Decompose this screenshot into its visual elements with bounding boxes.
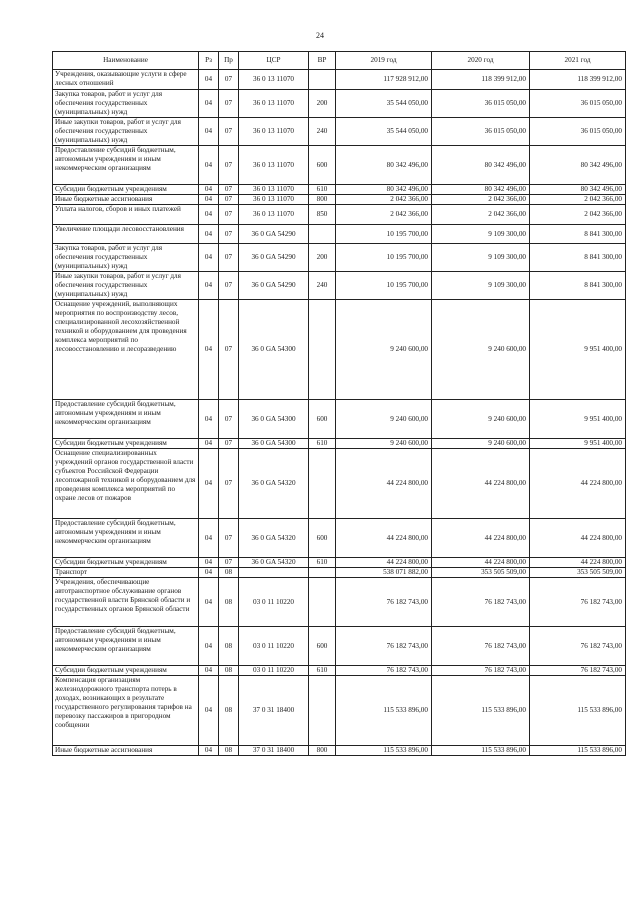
cell-2021: 36 015 050,00	[530, 118, 626, 146]
cell-2021: 76 182 743,00	[530, 578, 626, 627]
cell-csr: 36 0 13 11070	[239, 205, 309, 225]
cell-rz: 04	[199, 439, 219, 449]
cell-pr: 07	[219, 146, 239, 185]
cell-2020: 2 042 366,00	[432, 205, 530, 225]
cell-2020: 2 042 366,00	[432, 195, 530, 205]
cell-2021: 8 841 300,00	[530, 244, 626, 272]
cell-vr: 240	[309, 272, 336, 300]
cell-2021: 2 042 366,00	[530, 195, 626, 205]
cell-csr: 37 0 31 18400	[239, 746, 309, 756]
cell-rz: 04	[199, 746, 219, 756]
cell-name: Оснащение специализированных учреждений органов государственной власти субъектов Российской Федерации лесопожарной техникой и оборудованием для проведения комплекса мероприятий по охране лесов от пожаров	[53, 449, 199, 519]
cell-2019: 76 182 743,00	[336, 666, 432, 676]
cell-rz: 04	[199, 666, 219, 676]
cell-2020: 44 224 800,00	[432, 449, 530, 519]
cell-vr: 800	[309, 746, 336, 756]
cell-csr: 36 0 13 11070	[239, 146, 309, 185]
cell-vr: 600	[309, 400, 336, 439]
page-number: 24	[316, 31, 324, 40]
cell-vr: 610	[309, 185, 336, 195]
cell-2020: 44 224 800,00	[432, 558, 530, 568]
cell-2019: 10 195 700,00	[336, 244, 432, 272]
cell-pr: 08	[219, 627, 239, 666]
cell-2019: 538 071 882,00	[336, 568, 432, 578]
cell-name: Компенсация организациям железнодорожного транспорта потерь в доходах, возникающих в результате государственного регулирования тарифов на перевозку пассажиров в пригородном сообщении	[53, 676, 199, 746]
cell-pr: 07	[219, 439, 239, 449]
cell-2020: 80 342 496,00	[432, 185, 530, 195]
cell-2020: 80 342 496,00	[432, 146, 530, 185]
cell-rz: 04	[199, 244, 219, 272]
cell-2021: 353 505 509,00	[530, 568, 626, 578]
cell-2019: 76 182 743,00	[336, 627, 432, 666]
cell-2021: 2 042 366,00	[530, 205, 626, 225]
cell-rz: 04	[199, 205, 219, 225]
cell-csr: 36 0 13 11070	[239, 195, 309, 205]
cell-2020: 118 399 912,00	[432, 70, 530, 90]
cell-2020: 353 505 509,00	[432, 568, 530, 578]
table-row	[53, 568, 626, 578]
cell-2021: 115 533 896,00	[530, 746, 626, 756]
cell-2020: 9 240 600,00	[432, 300, 530, 400]
cell-2019: 9 240 600,00	[336, 400, 432, 439]
cell-rz: 04	[199, 90, 219, 118]
cell-pr: 07	[219, 558, 239, 568]
cell-2019: 115 533 896,00	[336, 746, 432, 756]
cell-pr: 07	[219, 185, 239, 195]
cell-csr: 36 0 GA 54300	[239, 400, 309, 439]
cell-vr: 600	[309, 627, 336, 666]
table-row	[53, 185, 626, 195]
table-row	[53, 627, 626, 666]
cell-vr	[309, 300, 336, 400]
cell-rz: 04	[199, 627, 219, 666]
header-csr: ЦСР	[239, 52, 309, 70]
cell-pr: 07	[219, 244, 239, 272]
cell-2019: 76 182 743,00	[336, 578, 432, 627]
cell-csr: 36 0 GA 54300	[239, 300, 309, 400]
cell-vr	[309, 568, 336, 578]
cell-csr: 36 0 GA 54290	[239, 272, 309, 300]
cell-pr: 07	[219, 205, 239, 225]
cell-name: Субсидии бюджетным учреждениям	[53, 439, 199, 449]
cell-2020: 9 240 600,00	[432, 400, 530, 439]
cell-2020: 76 182 743,00	[432, 666, 530, 676]
cell-vr	[309, 449, 336, 519]
cell-2020: 76 182 743,00	[432, 578, 530, 627]
table-row	[53, 449, 626, 519]
cell-vr: 610	[309, 558, 336, 568]
cell-pr: 07	[219, 449, 239, 519]
cell-csr: 03 0 11 10220	[239, 627, 309, 666]
table-row	[53, 272, 626, 300]
header-rz: Рз	[199, 52, 219, 70]
cell-vr: 610	[309, 666, 336, 676]
cell-2021: 9 951 400,00	[530, 439, 626, 449]
cell-rz: 04	[199, 70, 219, 90]
cell-vr	[309, 225, 336, 244]
cell-vr	[309, 676, 336, 746]
cell-rz: 04	[199, 146, 219, 185]
table-row	[53, 225, 626, 244]
cell-2021: 36 015 050,00	[530, 90, 626, 118]
cell-2020: 36 015 050,00	[432, 118, 530, 146]
cell-2019: 2 042 366,00	[336, 195, 432, 205]
cell-2020: 115 533 896,00	[432, 676, 530, 746]
table-row	[53, 195, 626, 205]
cell-name: Учреждения, обеспечивающие автотранспортное обслуживание органов государственной власти Брянской области и государственных органов Брянской области	[53, 578, 199, 627]
cell-csr: 36 0 13 11070	[239, 185, 309, 195]
cell-2019: 115 533 896,00	[336, 676, 432, 746]
cell-2019: 9 240 600,00	[336, 300, 432, 400]
cell-2021: 118 399 912,00	[530, 70, 626, 90]
cell-pr: 07	[219, 90, 239, 118]
cell-rz: 04	[199, 676, 219, 746]
header-2020: 2020 год	[432, 52, 530, 70]
cell-2020: 36 015 050,00	[432, 90, 530, 118]
cell-2019: 10 195 700,00	[336, 225, 432, 244]
cell-name: Учреждения, оказывающие услуги в сфере лесных отношений	[53, 70, 199, 90]
table-row	[53, 666, 626, 676]
cell-rz: 04	[199, 118, 219, 146]
table-row	[53, 90, 626, 118]
cell-name: Увеличение площади лесовосстановления	[53, 225, 199, 244]
cell-csr: 36 0 GA 54300	[239, 439, 309, 449]
cell-name: Закупка товаров, работ и услуг для обеспечения государственных (муниципальных) нужд	[53, 244, 199, 272]
cell-csr: 36 0 GA 54290	[239, 244, 309, 272]
cell-name: Предоставление субсидий бюджетным, автономным учреждениям и иным некоммерческим организациям	[53, 146, 199, 185]
cell-pr: 08	[219, 676, 239, 746]
table-row	[53, 439, 626, 449]
cell-pr: 08	[219, 568, 239, 578]
table-row	[53, 746, 626, 756]
cell-name: Закупка товаров, работ и услуг для обеспечения государственных (муниципальных) нужд	[53, 90, 199, 118]
cell-vr	[309, 578, 336, 627]
cell-rz: 04	[199, 195, 219, 205]
cell-name: Иные бюджетные ассигнования	[53, 746, 199, 756]
cell-vr: 600	[309, 146, 336, 185]
cell-2019: 9 240 600,00	[336, 439, 432, 449]
cell-2019: 44 224 800,00	[336, 449, 432, 519]
cell-name: Предоставление субсидий бюджетным, автономным учреждениям и иным некоммерческим организациям	[53, 519, 199, 558]
cell-rz: 04	[199, 558, 219, 568]
cell-2019: 35 544 050,00	[336, 90, 432, 118]
cell-2020: 44 224 800,00	[432, 519, 530, 558]
cell-vr: 200	[309, 90, 336, 118]
cell-csr: 03 0 11 10220	[239, 578, 309, 627]
table-row	[53, 205, 626, 225]
cell-rz: 04	[199, 400, 219, 439]
cell-pr: 07	[219, 118, 239, 146]
cell-rz: 04	[199, 225, 219, 244]
cell-2020: 9 109 300,00	[432, 272, 530, 300]
cell-2019: 10 195 700,00	[336, 272, 432, 300]
cell-csr: 36 0 13 11070	[239, 70, 309, 90]
cell-2021: 115 533 896,00	[530, 676, 626, 746]
cell-pr: 08	[219, 578, 239, 627]
cell-2021: 8 841 300,00	[530, 272, 626, 300]
cell-vr	[309, 70, 336, 90]
cell-2021: 80 342 496,00	[530, 146, 626, 185]
cell-2019: 44 224 800,00	[336, 519, 432, 558]
cell-2020: 9 109 300,00	[432, 244, 530, 272]
cell-2021: 76 182 743,00	[530, 627, 626, 666]
cell-2020: 115 533 896,00	[432, 746, 530, 756]
header-2021: 2021 год	[530, 52, 626, 70]
cell-rz: 04	[199, 449, 219, 519]
header-2019: 2019 год	[336, 52, 432, 70]
header-pr: Пр	[219, 52, 239, 70]
cell-2021: 9 951 400,00	[530, 400, 626, 439]
cell-csr: 36 0 13 11070	[239, 118, 309, 146]
table-row	[53, 519, 626, 558]
cell-rz: 04	[199, 578, 219, 627]
header-vr: ВР	[309, 52, 336, 70]
cell-vr: 200	[309, 244, 336, 272]
cell-name: Предоставление субсидий бюджетным, автономным учреждениям и иным некоммерческим организациям	[53, 400, 199, 439]
cell-name: Оснащение учреждений, выполняющих мероприятия по воспроизводству лесов, специализированной лесохозяйственной техникой и оборудованием для проведения комплекса мероприятий по лесовосстановлению и лесоразведению	[53, 300, 199, 400]
cell-2020: 76 182 743,00	[432, 627, 530, 666]
cell-vr: 240	[309, 118, 336, 146]
table-row	[53, 118, 626, 146]
cell-pr: 07	[219, 400, 239, 439]
table-row	[53, 244, 626, 272]
cell-2019: 80 342 496,00	[336, 146, 432, 185]
cell-2021: 80 342 496,00	[530, 185, 626, 195]
cell-2020: 9 109 300,00	[432, 225, 530, 244]
cell-2019: 44 224 800,00	[336, 558, 432, 568]
cell-csr: 36 0 GA 54320	[239, 558, 309, 568]
cell-name: Иные закупки товаров, работ и услуг для обеспечения государственных (муниципальных) нужд	[53, 272, 199, 300]
cell-csr: 03 0 11 10220	[239, 666, 309, 676]
cell-rz: 04	[199, 185, 219, 195]
cell-pr: 08	[219, 746, 239, 756]
cell-2021: 44 224 800,00	[530, 519, 626, 558]
table-row	[53, 558, 626, 568]
cell-pr: 08	[219, 666, 239, 676]
cell-2021: 44 224 800,00	[530, 449, 626, 519]
cell-pr: 07	[219, 272, 239, 300]
cell-csr: 37 0 31 18400	[239, 676, 309, 746]
cell-2019: 80 342 496,00	[336, 185, 432, 195]
cell-rz: 04	[199, 300, 219, 400]
cell-name: Субсидии бюджетным учреждениям	[53, 666, 199, 676]
cell-2020: 9 240 600,00	[432, 439, 530, 449]
cell-pr: 07	[219, 300, 239, 400]
cell-vr: 610	[309, 439, 336, 449]
cell-name: Уплата налогов, сборов и иных платежей	[53, 205, 199, 225]
cell-name: Субсидии бюджетным учреждениям	[53, 185, 199, 195]
table-row	[53, 146, 626, 185]
cell-name: Субсидии бюджетным учреждениям	[53, 558, 199, 568]
cell-2019: 117 928 912,00	[336, 70, 432, 90]
table-row	[53, 676, 626, 746]
budget-table	[52, 51, 626, 756]
cell-vr: 850	[309, 205, 336, 225]
cell-vr: 800	[309, 195, 336, 205]
cell-vr: 600	[309, 519, 336, 558]
cell-2021: 76 182 743,00	[530, 666, 626, 676]
cell-2021: 44 224 800,00	[530, 558, 626, 568]
header-name: Наименование	[53, 52, 199, 70]
cell-csr: 36 0 GA 54320	[239, 449, 309, 519]
cell-name: Предоставление субсидий бюджетным, автономным учреждениям и иным некоммерческим организациям	[53, 627, 199, 666]
cell-pr: 07	[219, 70, 239, 90]
table-row	[53, 578, 626, 627]
cell-2021: 9 951 400,00	[530, 300, 626, 400]
cell-2021: 8 841 300,00	[530, 225, 626, 244]
cell-rz: 04	[199, 272, 219, 300]
cell-csr	[239, 568, 309, 578]
table-row	[53, 300, 626, 400]
cell-name: Иные закупки товаров, работ и услуг для обеспечения государственных (муниципальных) нужд	[53, 118, 199, 146]
cell-2019: 35 544 050,00	[336, 118, 432, 146]
cell-name: Транспорт	[53, 568, 199, 578]
cell-csr: 36 0 GA 54290	[239, 225, 309, 244]
cell-rz: 04	[199, 568, 219, 578]
table-row	[53, 70, 626, 90]
cell-csr: 36 0 13 11070	[239, 90, 309, 118]
cell-pr: 07	[219, 195, 239, 205]
cell-rz: 04	[199, 519, 219, 558]
cell-2019: 2 042 366,00	[336, 205, 432, 225]
cell-pr: 07	[219, 225, 239, 244]
cell-csr: 36 0 GA 54320	[239, 519, 309, 558]
cell-pr: 07	[219, 519, 239, 558]
table-row	[53, 400, 626, 439]
table-header-row	[53, 52, 626, 70]
cell-name: Иные бюджетные ассигнования	[53, 195, 199, 205]
